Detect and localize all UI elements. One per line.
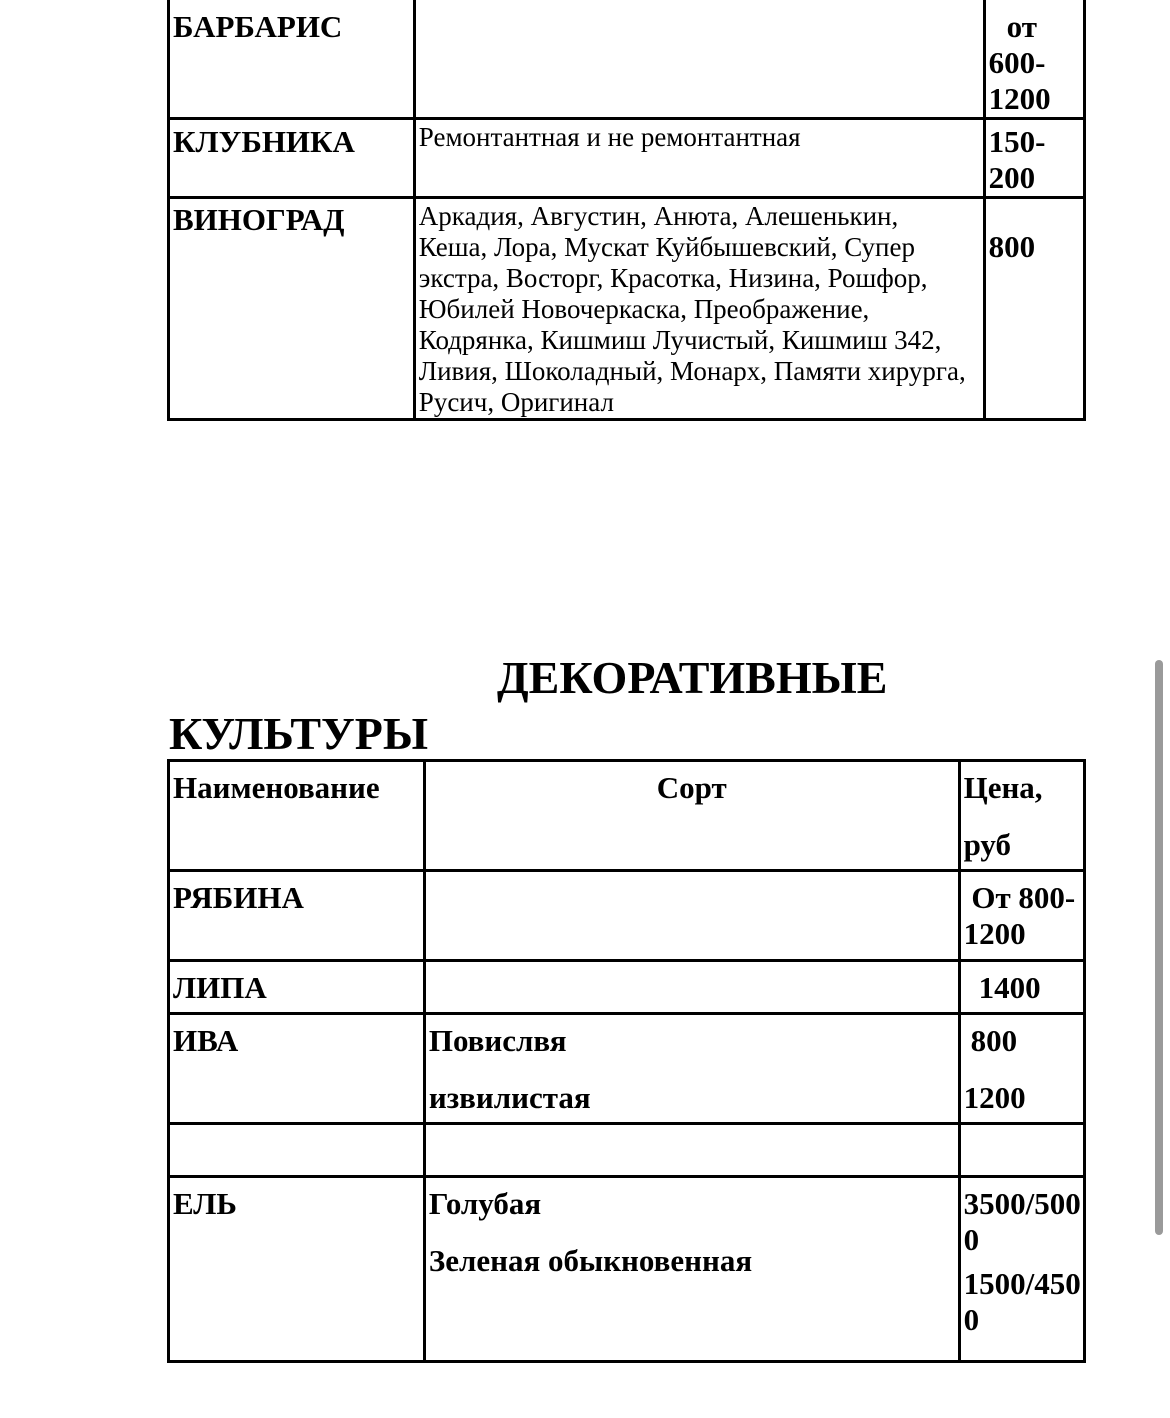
- crop-varieties: [414, 198, 984, 420]
- variety-line: Кеша, Лора, Мускат Куйбышевский, Супер: [418, 232, 915, 262]
- crop-price: [984, 0, 1084, 119]
- variety-line: Зеленая обыкновенная: [428, 1243, 753, 1278]
- table-row: [169, 0, 1085, 119]
- price-line: 1500/450: [963, 1266, 1081, 1301]
- price-line: Цена,: [963, 770, 1043, 805]
- variety-line: Ливия, Шоколадный, Монарх, Памяти хирурга,: [418, 356, 966, 386]
- variety-line: Аркадия, Августин, Анюта, Алешенькин,: [418, 201, 899, 231]
- crop-varieties: Ремонтантная и не ремонтантная: [414, 119, 984, 198]
- table-row: [169, 1177, 1085, 1362]
- vertical-scrollbar[interactable]: [1155, 660, 1163, 1235]
- crop-name: РЯБИНА: [169, 871, 425, 961]
- price-line: 200: [988, 160, 1036, 195]
- variety-line: Повислвя: [428, 1023, 567, 1058]
- price-line: 1400: [978, 970, 1041, 1005]
- variety-line: Кодрянка, Кишмиш Лучистый, Кишмиш 342,: [418, 325, 942, 355]
- crop-name: БАРБАРИС: [169, 0, 415, 119]
- crop-price: [959, 961, 1084, 1014]
- header-sort: Сорт: [424, 761, 959, 871]
- price-line: 1200: [988, 81, 1051, 116]
- price-line: 800: [988, 229, 1036, 264]
- crop-varieties: [414, 0, 984, 119]
- crop-varieties: [424, 961, 959, 1014]
- crop-price: [984, 119, 1084, 198]
- crop-name: ЕЛЬ: [169, 1177, 425, 1362]
- decorative-price-table: [167, 759, 1086, 1363]
- crop-price: [959, 1014, 1084, 1124]
- price-line: 1200: [963, 1080, 1026, 1115]
- crop-price: [959, 871, 1084, 961]
- crop-varieties: [424, 871, 959, 961]
- crop-price: [984, 198, 1084, 420]
- table-row: [169, 119, 1085, 198]
- variety-line: извилистая: [428, 1080, 591, 1115]
- table-row-empty: [169, 1124, 1085, 1177]
- fruit-price-table: [167, 0, 1086, 421]
- crop-varieties: [424, 1124, 959, 1177]
- price-line: От 800-: [963, 880, 1076, 915]
- crop-name: [169, 1124, 425, 1177]
- header-name: Наименование: [169, 761, 425, 871]
- crop-varieties: [424, 1177, 959, 1362]
- price-line: от: [1006, 9, 1037, 44]
- crop-name: ВИНОГРАД: [169, 198, 415, 420]
- header-price: [959, 761, 1084, 871]
- price-line: 3500/500: [963, 1186, 1081, 1221]
- crop-price: [959, 1124, 1084, 1177]
- table-row: [169, 198, 1085, 420]
- crop-name: КЛУБНИКА: [169, 119, 415, 198]
- price-line: 1200: [963, 916, 1026, 951]
- crop-name: ИВА: [169, 1014, 425, 1124]
- price-line: 800: [970, 1023, 1018, 1058]
- table-row: [169, 1014, 1085, 1124]
- variety-line: экстра, Восторг, Красотка, Низина, Рошфор,: [418, 263, 928, 293]
- table-row: [169, 871, 1085, 961]
- variety-line: Юбилей Новочеркаска, Преображение,: [418, 294, 870, 324]
- crop-name: ЛИПА: [169, 961, 425, 1014]
- section-title-line-1: ДЕКОРАТИВНЫЕ: [497, 652, 888, 703]
- price-line: 150-: [988, 124, 1046, 159]
- section-title-line-2: КУЛЬТУРЫ: [169, 708, 429, 759]
- table-header-row: [169, 761, 1085, 871]
- price-line: 0: [963, 1222, 980, 1257]
- crop-varieties: [424, 1014, 959, 1124]
- price-line: 600-: [988, 45, 1046, 80]
- variety-line: Русич, Оригинал: [418, 387, 614, 417]
- variety-line: Голубая: [428, 1186, 542, 1221]
- table-row: [169, 961, 1085, 1014]
- price-line: 0: [963, 1302, 980, 1337]
- price-line: руб: [963, 827, 1012, 862]
- crop-price: [959, 1177, 1084, 1362]
